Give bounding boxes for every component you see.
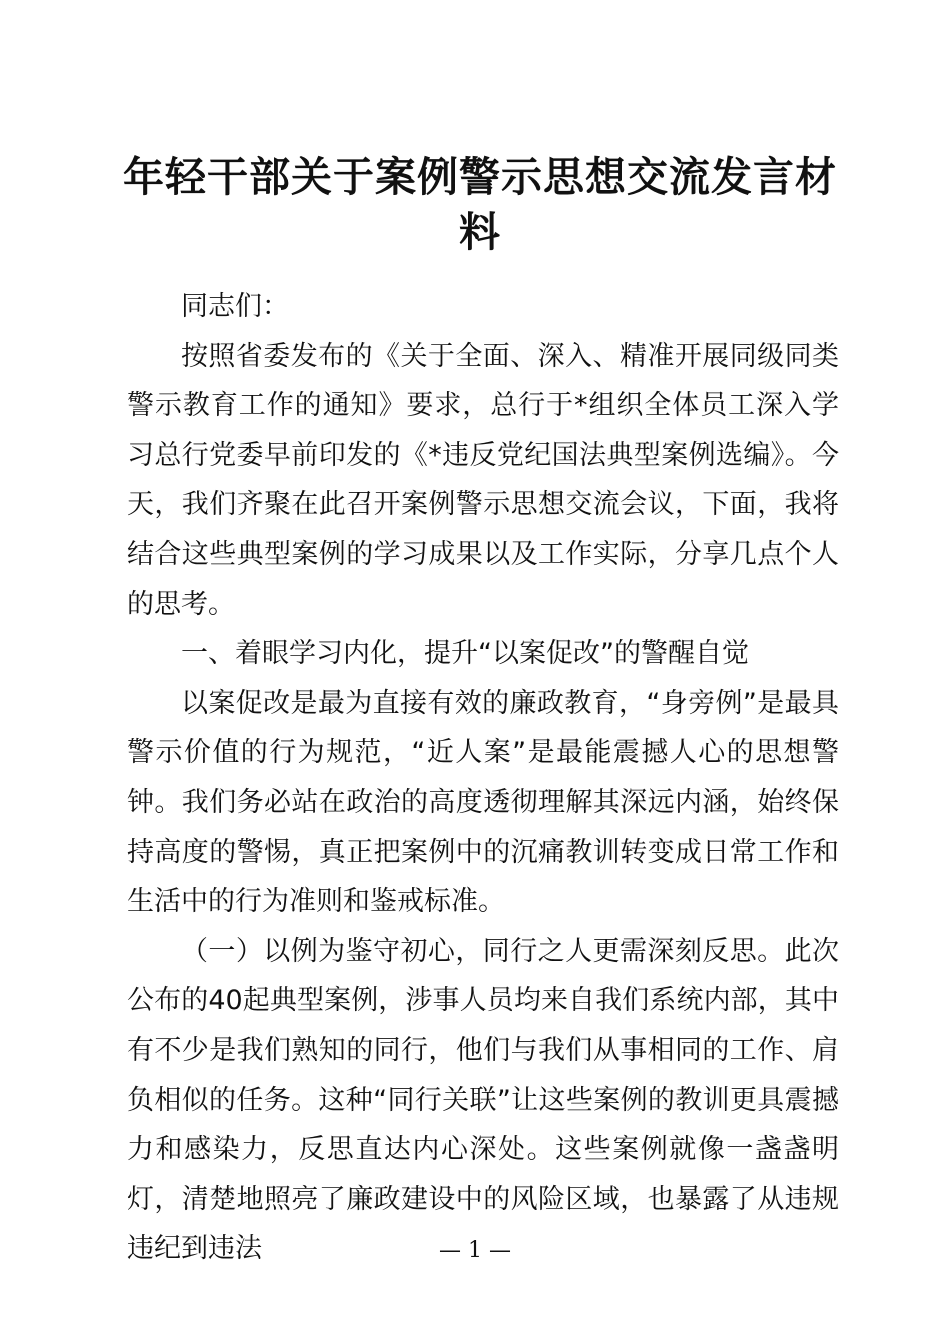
document-body: [127, 282, 839, 1274]
page-number: — 1 —: [439, 1238, 511, 1263]
section-heading-1: 一、着眼学习内化，提升“以案促改”的警醒自觉: [181, 638, 749, 670]
paragraph-intro: 按照省委发布的《关于全面、深入、精准开展同级同类警示教育工作的通知》要求，总行于*组织全体员工深入学习总行党委早前印发的《*违反党纪国法典型案例选编》。今天，我们齐聚在此召开案例警示思想交流会议，下面，我将结合这些典型案例的学习成果以及工作实际，分享几点个人的思考。: [127, 340, 839, 620]
document-title: 年轻干部关于案例警示思想交流发言材料: [123, 153, 837, 256]
paragraph-section-1: 以案促改是最为直接有效的廉政教育，“身旁例”是最具警示价值的行为规范，“近人案”是最能震撼人心的思想警钟。我们务必站在政治的高度透彻理解其深远内涵，始终保持高度的警惕，真正把案例中的沉痛教训转变成日常工作和生活中的行为准则和鉴戒标准。: [127, 687, 839, 918]
salutation: 同志们：: [181, 291, 289, 322]
paragraph-subsection-1: （一）以例为鉴守初心，同行之人更需深刻反思。此次公布的40起典型案例，涉事人员均来自我们系统内部，其中有不少是我们熟知的同行，他们与我们从事相同的工作、肩负相似的任务。这种“同行关联”让这些案例的教训更具震撼力和感染力，反思直达内心深处。这些案例就像一盏盏明灯，清楚地照亮了廉政建设中的风险区域，也暴露了从违规违纪到违法: [127, 935, 839, 1265]
